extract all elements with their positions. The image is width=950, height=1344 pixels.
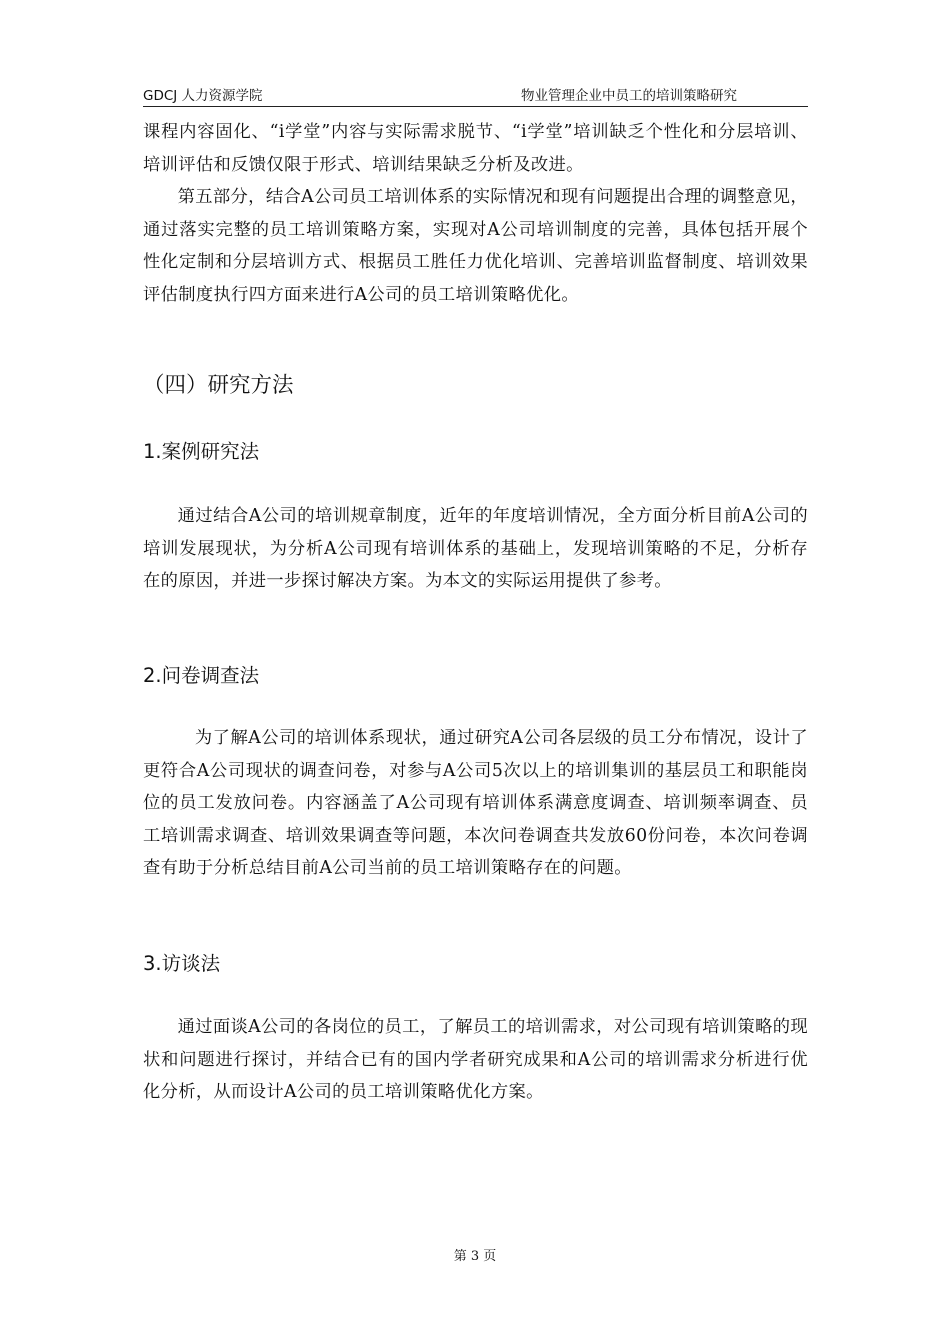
- header-divider: [143, 106, 808, 107]
- method-heading-case-study: 1.案例研究法: [143, 440, 260, 463]
- method-text-case-study: 通过结合A公司的培训规章制度，近年的年度培训情况，全方面分析目前A公司的培训发展现状，为分析A公司现有培训体系的基础上，发现培训策略的不足，分析存在的原因，并进一步探讨解决方案。为本文的实际运用提供了参考。: [143, 506, 808, 591]
- header-institution: GDCJ 人力资源学院: [143, 88, 263, 104]
- method-heading-questionnaire: 2.问卷调查法: [143, 664, 260, 687]
- section-heading-methods: （四）研究方法: [143, 373, 294, 398]
- header-paper-title: 物业管理企业中员工的培训策略研究: [521, 88, 737, 104]
- paragraph-part-five: 第五部分，结合A公司员工培训体系的实际情况和现有问题提出合理的调整意见，通过落实完整的员工培训策略方案，实现对A公司培训制度的完善，具体包括开展个性化定制和分层培训方式、根据员工胜任力优化培训、完善培训监督制度、培训效果评估制度执行四方面来进行A公司的员工培训策略优化。: [143, 187, 808, 305]
- method-text-questionnaire: 为了解A公司的培训体系现状，通过研究A公司各层级的员工分布情况，设计了更符合A公司现状的调查问卷，对参与A公司5次以上的培训集训的基层员工和职能岗位的员工发放问卷。内容涵盖了A公司现有培训体系满意度调查、培训频率调查、员工培训需求调查、培训效果调查等问题，本次问卷调查共发放60份问卷，本次问卷调查有助于分析总结目前A公司当前的员工培训策略存在的问题。: [143, 728, 808, 878]
- page-header: [143, 86, 808, 106]
- page-number: 第 3 页: [453, 1249, 497, 1264]
- method-heading-interview: 3.访谈法: [143, 952, 221, 975]
- paragraph-continued: 课程内容固化、“i学堂”内容与实际需求脱节、“i学堂”培训缺乏个性化和分层培训、培训评估和反馈仅限于形式、培训结果缺乏分析及改进。: [143, 122, 808, 175]
- method-text-interview: 通过面谈A公司的各岗位的员工，了解员工的培训需求，对公司现有培训策略的现状和问题进行探讨，并结合已有的国内学者研究成果和A公司的培训需求分析进行优化分析，从而设计A公司的员工培训策略优化方案。: [143, 1017, 808, 1102]
